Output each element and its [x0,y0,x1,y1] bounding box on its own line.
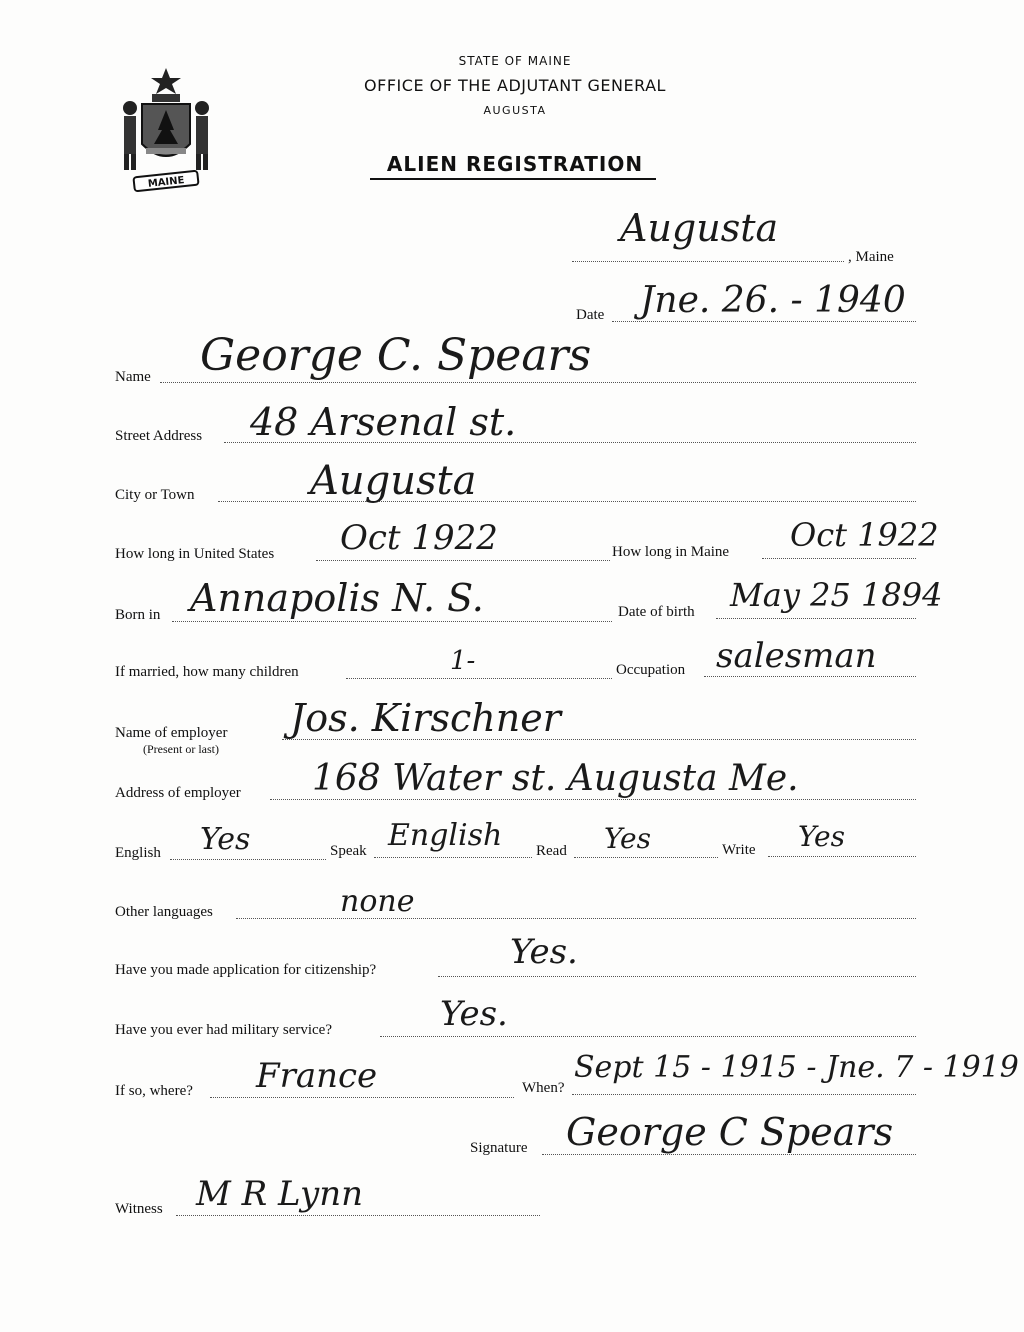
dob-value: May 25 1894 [730,576,943,614]
when-label: When? [522,1080,565,1096]
speak-label: Speak [330,843,367,859]
occupation-value: salesman [716,636,877,676]
city-value: Augusta [310,458,477,504]
other-languages-value: none [340,884,415,919]
citizenship-label: Have you made application for citizenship? [115,962,377,978]
svg-text:MAINE: MAINE [147,175,185,190]
write-label: Write [722,842,756,858]
employer-label: Name of employer [115,725,228,741]
us-time-label: How long in United States [115,546,275,562]
employer-address-value: 168 Water st. Augusta Me. [312,758,799,799]
read-label: Read [536,843,567,859]
write-value: Yes [798,820,845,853]
children-label: If married, how many children [115,664,299,680]
witness-value: M R Lynn [196,1174,364,1214]
maine-time-label: How long in Maine [612,544,730,560]
form-title: ALIEN REGISTRATION [386,152,644,176]
street-value: 48 Arsenal st. [250,400,517,444]
header-city: AUGUSTA [483,104,547,117]
name-label: Name [115,369,151,385]
english-label: English [115,845,161,861]
header-office: OFFICE OF THE ADJUTANT GENERAL [364,76,666,95]
street-label: Street Address [115,428,203,444]
employer-sub-label: (Present or last) [143,742,219,756]
military-value: Yes. [440,994,508,1034]
date-label: Date [576,307,605,323]
date-value: Jne. 26. - 1940 [640,280,906,321]
employer-value: Jos. Kirschner [290,696,561,740]
title-underline [370,178,656,180]
header-state: STATE OF MAINE [458,54,572,68]
city-label: City or Town [115,487,195,503]
speak-value: English [388,818,503,853]
signature-label: Signature [470,1140,528,1156]
born-label: Born in [115,607,161,623]
citizenship-value: Yes. [510,932,578,972]
where-label: If so, where? [115,1083,193,1099]
us-time-value: Oct 1922 [340,518,498,558]
other-languages-label: Other languages [115,904,213,920]
children-value: 1- [450,646,476,676]
place-value: Augusta [620,206,779,250]
employer-address-label: Address of employer [115,785,241,801]
military-label: Have you ever had military service? [115,1022,332,1038]
when-value: Sept 15 - 1915 - Jne. 7 - 1919 [574,1050,1019,1085]
where-value: France [256,1056,378,1096]
born-value: Annapolis N. S. [190,576,484,620]
occupation-label: Occupation [616,662,686,678]
name-value: George C. Spears [200,330,592,381]
maine-time-value: Oct 1922 [790,516,939,554]
maine-label: , Maine [848,249,894,265]
read-value: Yes [604,822,651,855]
witness-label: Witness [115,1201,163,1217]
dob-label: Date of birth [618,604,695,620]
english-value: Yes [200,822,251,857]
signature-value: George C Spears [566,1110,894,1154]
